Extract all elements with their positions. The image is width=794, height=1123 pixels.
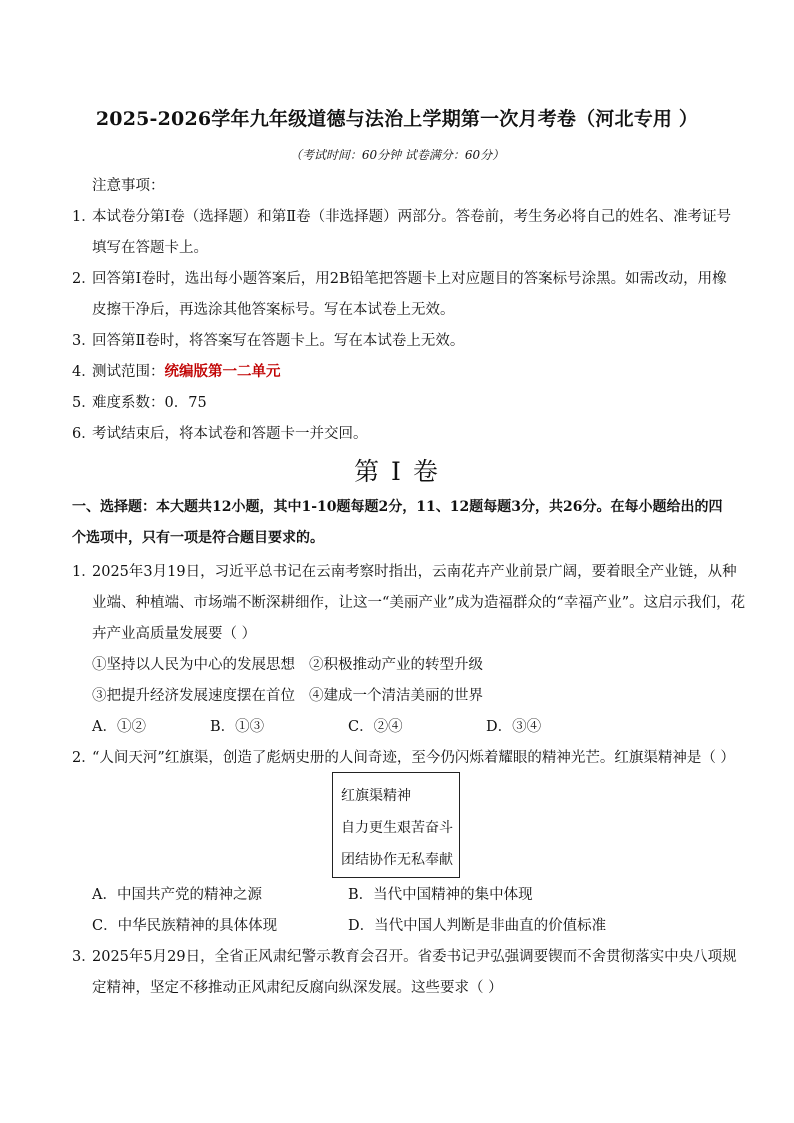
option-b[interactable]: B．当代中国精神的集中体现 [348,887,533,903]
note-number: 5． [72,395,96,411]
spirit-box [332,772,460,878]
exam-meta: （考试时间：60分钟 试卷满分：60分） [289,148,505,162]
box-line: 红旗渠精神 [341,788,411,804]
note-text: 回答第Ⅰ卷时，选出每小题答案后，用2B铅笔把答题卡上对应题目的答案标号涂黑。如需改动，用橡 [92,271,727,287]
question-number: 1． [72,564,96,580]
note-text: 本试卷分第Ⅰ卷（选择题）和第Ⅱ卷（非选择题）两部分。答卷前，考生务必将自己的姓名、准考证号 [92,209,732,225]
option-a[interactable]: A．中国共产党的精神之源 [92,887,262,903]
statement: ④建成一个清洁美丽的世界 [309,688,483,704]
test-scope-value: 统编版第一二单元 [164,363,281,380]
question-text: 定精神，坚定不移推动正风肃纪反腐向纵深发展。这些要求（ ） [92,980,503,996]
question-number: 2． [72,750,96,766]
note-text: 回答第Ⅱ卷时，将答案写在答题卡上。写在本试卷上无效。 [92,333,465,349]
option-d[interactable]: D．③④ [486,719,542,735]
option-c[interactable]: C．中华民族精神的具体体现 [92,918,278,934]
box-line: 团结协作无私奉献 [341,852,453,868]
note-text: 难度系数：0．75 [92,395,207,411]
note-number: 4． [72,364,96,380]
option-b[interactable]: B．①③ [210,719,265,735]
note-text: 考试结束后，将本试卷和答题卡一并交回。 [92,426,368,442]
question-text: 卉产业高质量发展要（ ） [92,626,257,642]
option-a[interactable]: A．①② [92,719,146,735]
note-number: 2． [72,271,96,287]
section-title: 第 I 卷 [354,457,440,486]
option-c[interactable]: C．②④ [348,719,403,735]
question-text: 2025年5月29日，全省正风肃纪警示教育会召开。省委书记尹弘强调要锲而不舍贯彻落实中央八项规 [92,949,737,965]
section-instruction: 一、选择题：本大题共12小题，其中1-10题每题2分，11、12题每题3分，共26分。在每小题给出的四 [72,499,723,515]
test-scope-label: 测试范围： [92,364,165,380]
note-text: 皮擦干净后，再选涂其他答案标号。写在本试卷上无效。 [92,302,455,318]
option-d[interactable]: D．当代中国人判断是非曲直的价值标准 [348,918,607,934]
box-line: 自力更生艰苦奋斗 [341,820,453,836]
notes-heading: 注意事项： [92,178,165,194]
question-text: “人间天河”红旗渠，创造了彪炳史册的人间奇迹，至今仍闪烁着耀眼的精神光芒。红旗渠精神是（ ） [92,750,735,766]
question-text: 业端、种植端、市场端不断深耕细作，让这一“美丽产业”成为造福群众的“幸福产业”。这启示我们，花 [92,595,746,611]
note-number: 6． [72,426,96,442]
note-number: 3． [72,333,96,349]
question-text: 2025年3月19日，习近平总书记在云南考察时指出，云南花卉产业前景广阔，要着眼全产业链，从种 [92,564,737,580]
note-number: 1． [72,209,96,225]
note-text [92,362,281,382]
document-title: 2025-2026学年九年级道德与法治上学期第一次月考卷（河北专用 ） [95,108,699,130]
question-number: 3． [72,949,96,965]
statement: ②积极推动产业的转型升级 [309,657,483,673]
section-instruction: 个选项中，只有一项是符合题目要求的。 [72,530,324,546]
statement: ①坚持以人民为中心的发展思想 [92,657,295,673]
note-text: 填写在答题卡上。 [92,240,208,256]
statement: ③把提升经济发展速度摆在首位 [92,688,295,704]
